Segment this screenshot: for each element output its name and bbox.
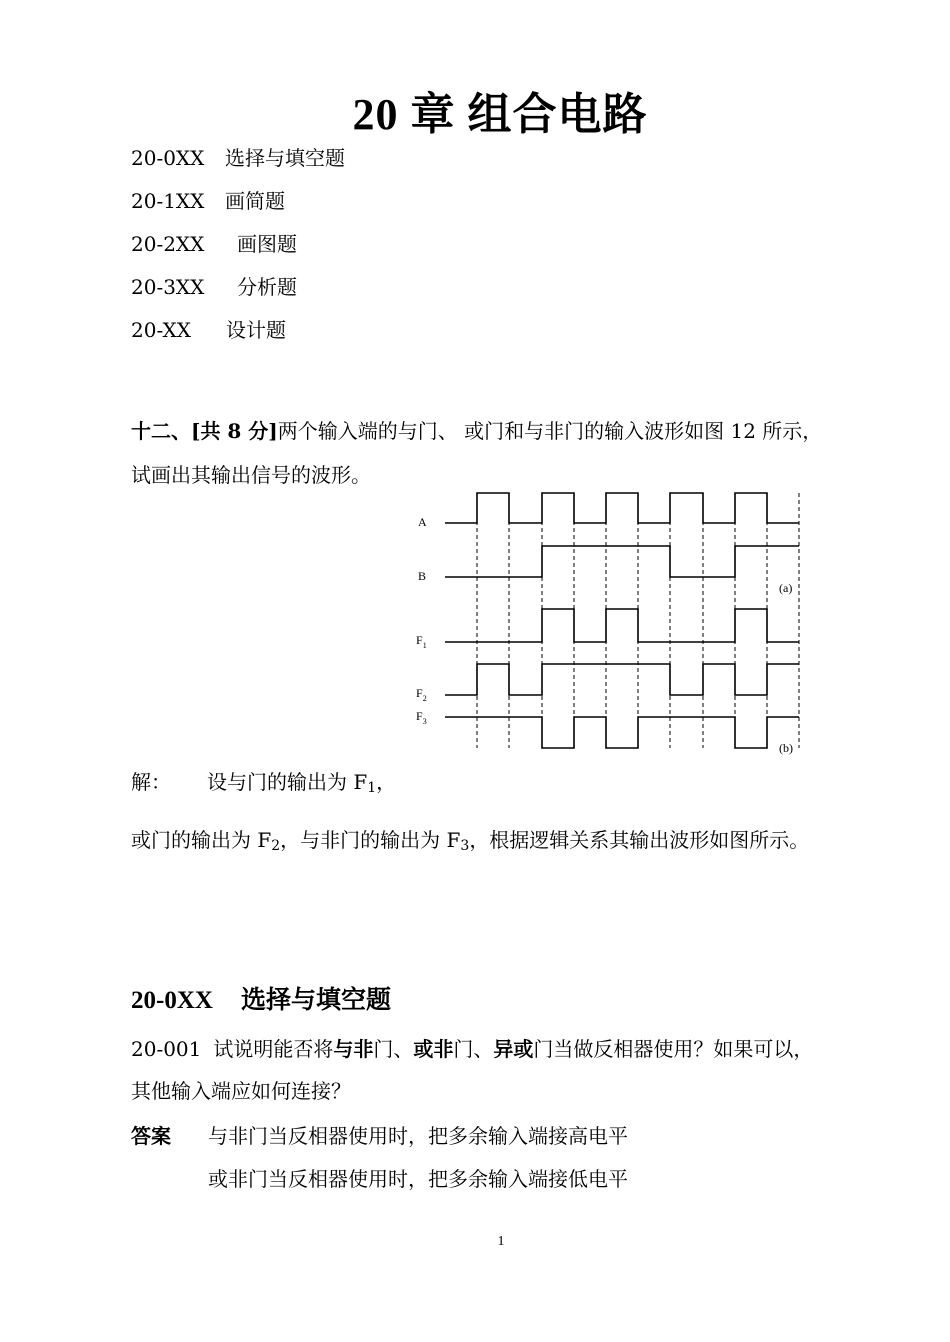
waveform-b xyxy=(445,546,799,577)
toc-code: 20-2XX xyxy=(131,232,205,256)
solution-line-2 xyxy=(131,826,809,860)
toc-row xyxy=(131,317,286,343)
answer-line-1: 与非门当反相器使用时，把多余输入端接高电平 xyxy=(208,1124,628,1148)
answer-label: 答案 xyxy=(131,1124,171,1148)
toc-code: 20-3XX xyxy=(131,275,205,299)
question-text: 门当做反相器使用？如果可以， xyxy=(533,1037,814,1061)
question-line-1 xyxy=(131,1035,813,1063)
answer-line-2: 或非门当反相器使用时，把多余输入端接低电平 xyxy=(208,1167,628,1191)
solution-prefix: 解： xyxy=(131,770,171,794)
question-line-2: 其他输入端应如何连接？ xyxy=(131,1079,351,1103)
label-f2: $F_2$ xyxy=(416,686,427,703)
toc-row xyxy=(131,188,285,214)
problem-text: 两个输入端的与门、 或门和与非门的输入波形如图 12 所示， xyxy=(277,419,823,443)
solution-text: 或门的输出为 F xyxy=(131,828,272,852)
problem-line-1 xyxy=(131,417,822,445)
problem-prefix: 十二、[共 8 分] xyxy=(131,419,278,443)
label-f1: $F_1$ xyxy=(416,633,427,650)
page-title: 20 章 组合电路 xyxy=(352,90,648,139)
question-text: 试说明能否将 xyxy=(213,1037,334,1061)
solution-text: 设与门的输出为 F xyxy=(207,770,368,794)
question-emphasis: 与非 xyxy=(333,1037,374,1061)
toc-code: 20-0XX xyxy=(131,146,205,170)
toc-code: 20-XX xyxy=(131,318,191,342)
label-b: B xyxy=(418,569,427,583)
waveforms xyxy=(445,493,799,748)
solution-line-1 xyxy=(131,768,396,802)
waveform-f2 xyxy=(445,664,799,695)
solution-text: ，根据逻辑关系其输出波形如图所示。 xyxy=(469,828,810,852)
section-label: 选择与填空题 xyxy=(240,987,391,1014)
question-text: 门、 xyxy=(453,1037,494,1061)
toc-label: 分析题 xyxy=(237,275,297,299)
toc-label: 画简题 xyxy=(225,189,285,213)
problem-line-2: 试画出其输出信号的波形。 xyxy=(131,463,371,487)
question-emphasis: 异或 xyxy=(493,1037,534,1061)
toc-row xyxy=(131,231,297,257)
section-code: 20-0XX xyxy=(131,987,213,1014)
question-number: 20-001 xyxy=(131,1037,202,1061)
waveform-diagram xyxy=(405,485,805,760)
solution-end: ， xyxy=(376,770,397,794)
solution-sub: 2 xyxy=(271,838,281,854)
waveform-f3 xyxy=(445,717,799,748)
toc-label: 画图题 xyxy=(237,232,297,256)
solution-sub: 1 xyxy=(367,780,377,796)
question-emphasis: 或非 xyxy=(413,1037,454,1061)
tag-a: (a) xyxy=(779,581,793,595)
toc-label: 选择与填空题 xyxy=(225,146,345,170)
tag-b: (b) xyxy=(779,741,793,755)
toc-label: 设计题 xyxy=(226,318,286,342)
toc-row xyxy=(131,145,345,171)
waveform-f1 xyxy=(445,609,799,642)
waveform-a xyxy=(445,493,799,523)
section-heading xyxy=(131,980,391,1016)
solution-text: ，与非门的输出为 F xyxy=(280,828,461,852)
label-f3: $F_3$ xyxy=(416,709,427,726)
label-a: A xyxy=(418,515,427,529)
question-text: 门、 xyxy=(373,1037,414,1061)
solution-sub: 3 xyxy=(460,838,470,854)
toc-code: 20-1XX xyxy=(131,189,205,213)
toc-row xyxy=(131,274,297,300)
page-number: 1 xyxy=(497,1234,505,1249)
